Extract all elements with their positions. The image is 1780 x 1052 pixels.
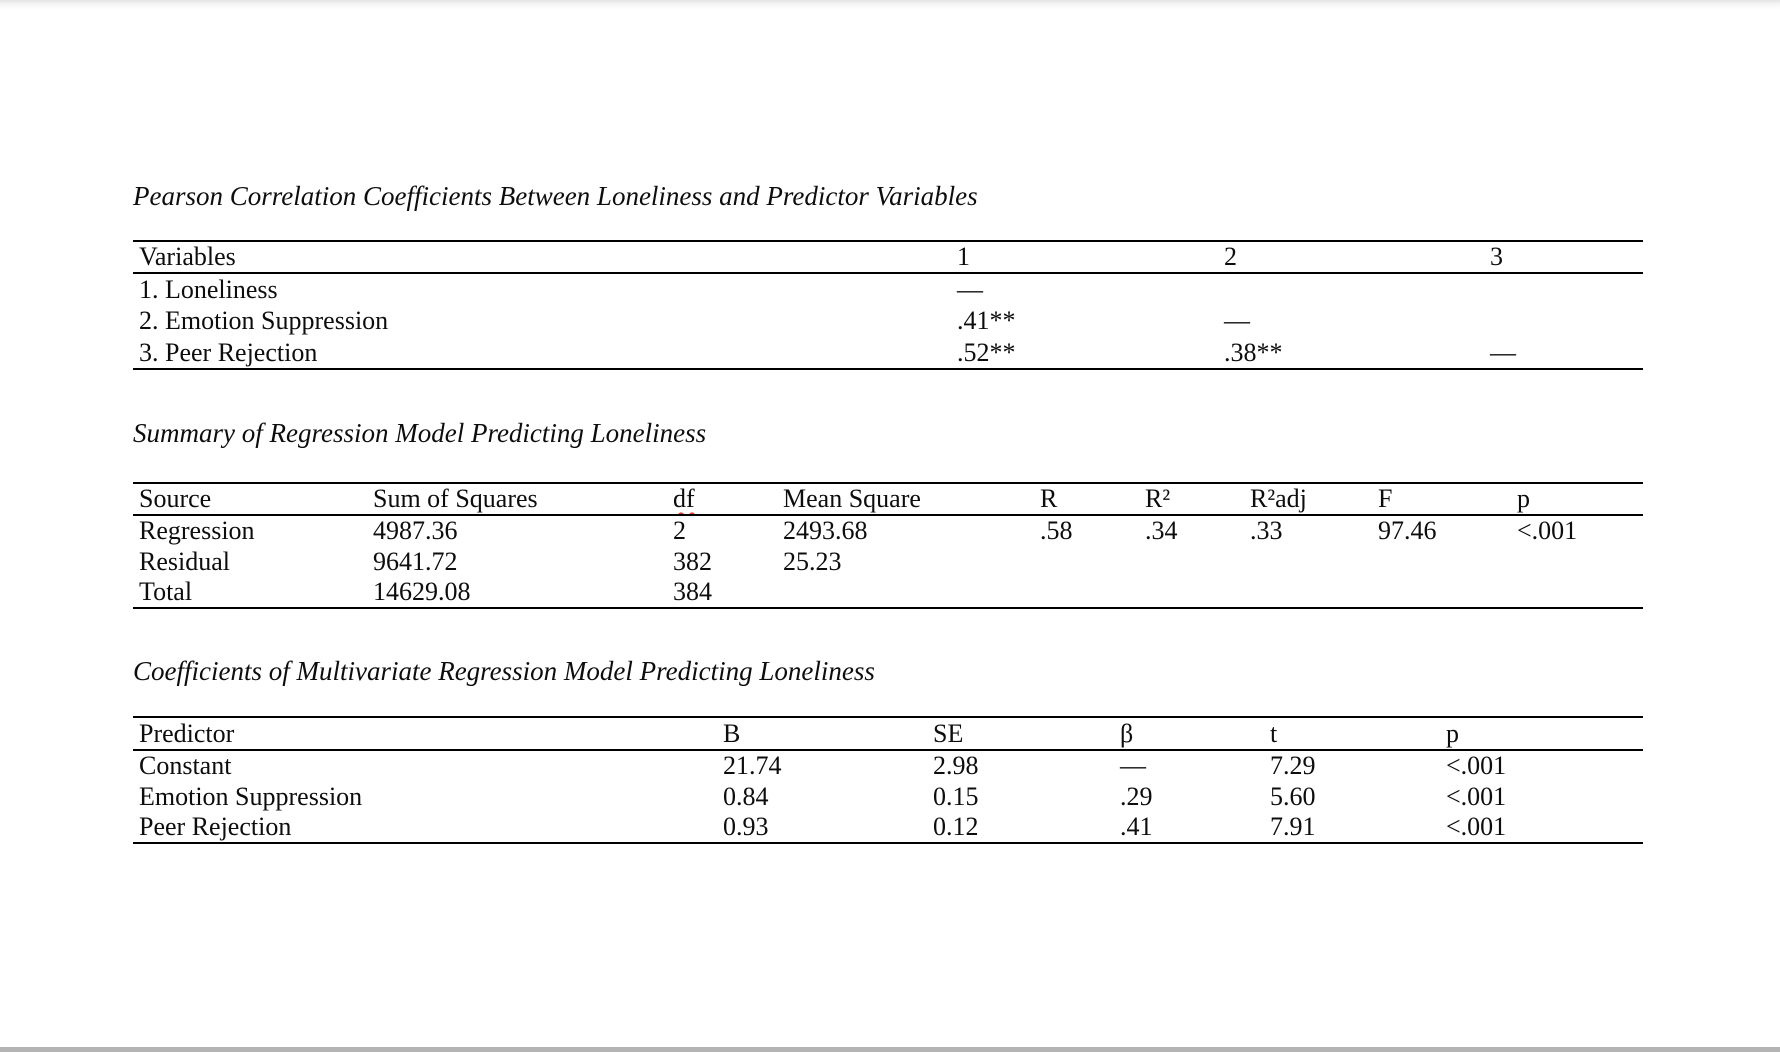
- column-header: p: [1517, 484, 1530, 513]
- cell: [1038, 577, 1143, 608]
- table-row: [133, 273, 1643, 305]
- column-header: R²adj: [1250, 484, 1307, 513]
- cell: 2: [673, 516, 686, 545]
- cell: [781, 577, 1038, 608]
- cell: .33: [1250, 516, 1283, 545]
- cell: 9641.72: [373, 546, 458, 576]
- correlation-table-title: Pearson Correlation Coefficients Between Loneliness and Predictor Variables: [133, 181, 978, 211]
- header-row: [133, 483, 1643, 515]
- cell: [1488, 273, 1643, 305]
- regression-summary-title: Summary of Regression Model Predicting Loneliness: [133, 418, 707, 448]
- cell: [1222, 273, 1488, 305]
- cell: 4987.36: [373, 516, 458, 545]
- regression-coefficients-table: [133, 716, 1643, 844]
- cell: .41**: [957, 306, 1016, 335]
- column-header: Mean Square: [783, 484, 921, 513]
- cell: 3. Peer Rejection: [139, 337, 318, 367]
- column-header: B: [723, 718, 741, 748]
- cell: Regression: [139, 516, 255, 545]
- table-row: [133, 515, 1643, 546]
- cell: [1143, 577, 1248, 608]
- column-header: p: [1446, 718, 1459, 748]
- column-header: R²: [1145, 484, 1171, 513]
- cell: <.001: [1517, 516, 1578, 545]
- cell: .58: [1040, 516, 1073, 545]
- column-header: 2: [1224, 242, 1237, 271]
- cell: —: [1120, 751, 1146, 780]
- cell: <.001: [1446, 781, 1507, 811]
- cell: <.001: [1446, 812, 1507, 841]
- cell: Total: [139, 577, 193, 606]
- column-header: Sum of Squares: [373, 484, 538, 513]
- cell: 14629.08: [373, 577, 471, 606]
- cell: Residual: [139, 546, 230, 576]
- cell: [1515, 546, 1643, 577]
- cell: 2493.68: [783, 516, 868, 545]
- column-header: 1: [957, 242, 970, 271]
- cell: 2. Emotion Suppression: [139, 306, 389, 335]
- column-header: β: [1120, 718, 1134, 748]
- cell: 384: [673, 577, 712, 606]
- cell: [1143, 546, 1248, 577]
- table-row: [133, 750, 1643, 781]
- cell: Peer Rejection: [139, 812, 292, 841]
- cell: [1248, 546, 1376, 577]
- cell: <.001: [1446, 751, 1507, 780]
- cell: [1488, 305, 1643, 337]
- cell: .52**: [957, 337, 1016, 367]
- column-header: Variables: [139, 242, 236, 271]
- column-header: F: [1378, 484, 1393, 513]
- cell: .29: [1120, 781, 1153, 811]
- cell: 382: [673, 546, 712, 576]
- cell: .38**: [1224, 337, 1283, 367]
- column-header: SE: [933, 718, 964, 748]
- regression-summary-table: [133, 482, 1643, 609]
- cell: —: [1224, 306, 1250, 335]
- cell: [1248, 577, 1376, 608]
- cell: 25.23: [783, 546, 842, 576]
- cell: 0.15: [933, 781, 979, 811]
- window-bottom-edge-bar: [0, 1047, 1780, 1052]
- column-header: Source: [139, 484, 212, 513]
- table-row: [133, 812, 1643, 843]
- table-row: [133, 305, 1643, 337]
- column-header: 3: [1490, 242, 1503, 271]
- header-row: [133, 717, 1643, 750]
- table-row: [133, 577, 1643, 608]
- cell: 0.84: [723, 781, 769, 811]
- cell: [1376, 546, 1515, 577]
- table-row: [133, 546, 1643, 577]
- cell: .34: [1145, 516, 1178, 545]
- cell: 0.93: [723, 812, 769, 841]
- cell: 1. Loneliness: [139, 274, 278, 304]
- cell: 21.74: [723, 751, 782, 780]
- cell: [1515, 577, 1643, 608]
- cell: .41: [1120, 812, 1153, 841]
- window-top-edge-shadow: [0, 0, 1780, 10]
- cell: —: [1490, 337, 1516, 367]
- cell: [1376, 577, 1515, 608]
- cell: 5.60: [1270, 781, 1316, 811]
- column-header: [671, 483, 781, 515]
- column-header: t: [1270, 718, 1278, 748]
- column-header: Predictor: [139, 718, 235, 748]
- table-row: [133, 337, 1643, 369]
- cell: —: [957, 274, 983, 304]
- cell: 7.29: [1270, 751, 1316, 780]
- cell: Emotion Suppression: [139, 781, 363, 811]
- regression-coefficients-title: Coefficients of Multivariate Regression Model Predicting Loneliness: [133, 656, 875, 686]
- cell: Constant: [139, 751, 232, 780]
- cell: 7.91: [1270, 812, 1316, 841]
- cell: 2.98: [933, 751, 979, 780]
- cell: [1038, 546, 1143, 577]
- column-header: R: [1040, 484, 1058, 513]
- table-row: [133, 781, 1643, 812]
- misspelled-word: df: [673, 484, 695, 513]
- cell: 97.46: [1378, 516, 1437, 545]
- cell: 0.12: [933, 812, 979, 841]
- header-row: [133, 241, 1643, 273]
- correlation-table: [133, 240, 1643, 370]
